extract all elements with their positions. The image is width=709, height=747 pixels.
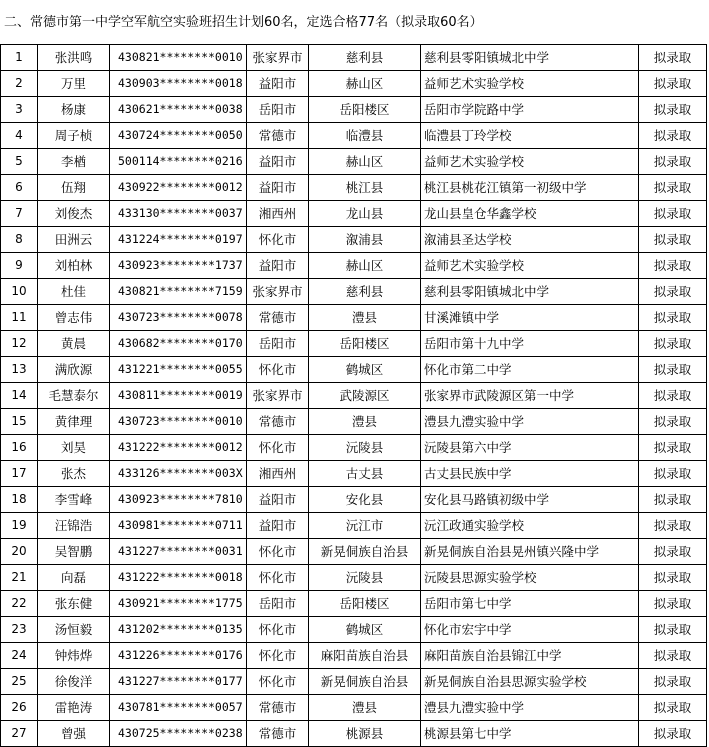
school-cell: 古丈县民族中学 — [421, 461, 639, 487]
school-cell: 慈利县零阳镇城北中学 — [421, 45, 639, 71]
city-cell: 怀化市 — [247, 643, 309, 669]
city-cell: 益阳市 — [247, 513, 309, 539]
county-cell: 澧县 — [309, 695, 421, 721]
admission-status-cell: 拟录取 — [639, 591, 707, 617]
county-cell: 新晃侗族自治县 — [309, 539, 421, 565]
student-name-cell: 杨康 — [38, 97, 110, 123]
row-number-cell: 18 — [1, 487, 38, 513]
row-number-cell: 2 — [1, 71, 38, 97]
school-cell: 怀化市宏宇中学 — [421, 617, 639, 643]
id-number-cell: 431227********0177 — [110, 669, 247, 695]
student-name-cell: 汤恒毅 — [38, 617, 110, 643]
row-number-cell: 14 — [1, 383, 38, 409]
table-row — [1, 539, 707, 565]
student-name-cell: 周子桢 — [38, 123, 110, 149]
student-name-cell: 田洲云 — [38, 227, 110, 253]
table-row — [1, 149, 707, 175]
admission-status-cell: 拟录取 — [639, 175, 707, 201]
county-cell: 桃江县 — [309, 175, 421, 201]
id-number-cell: 431222********0012 — [110, 435, 247, 461]
school-cell: 澧县九澧实验中学 — [421, 695, 639, 721]
school-cell: 麻阳苗族自治县锦江中学 — [421, 643, 639, 669]
school-cell: 沅陵县第六中学 — [421, 435, 639, 461]
id-number-cell: 430921********1775 — [110, 591, 247, 617]
admission-status-cell: 拟录取 — [639, 331, 707, 357]
row-number-cell: 25 — [1, 669, 38, 695]
document-title: 二、常德市第一中学空军航空实验班招生计划60名，定选合格77名（拟录取60名） — [4, 15, 483, 30]
admission-status-cell: 拟录取 — [639, 357, 707, 383]
row-number-cell: 5 — [1, 149, 38, 175]
student-name-cell: 满欣源 — [38, 357, 110, 383]
admission-status-cell: 拟录取 — [639, 71, 707, 97]
county-cell: 赫山区 — [309, 71, 421, 97]
id-number-cell: 430923********1737 — [110, 253, 247, 279]
county-cell: 武陵源区 — [309, 383, 421, 409]
school-cell: 龙山县皇仓华鑫学校 — [421, 201, 639, 227]
school-cell: 临澧县丁玲学校 — [421, 123, 639, 149]
table-row — [1, 591, 707, 617]
county-cell: 麻阳苗族自治县 — [309, 643, 421, 669]
admission-status-cell: 拟录取 — [639, 721, 707, 747]
county-cell: 桃源县 — [309, 721, 421, 747]
admission-status-cell: 拟录取 — [639, 617, 707, 643]
id-number-cell: 431227********0031 — [110, 539, 247, 565]
county-cell: 沅陵县 — [309, 565, 421, 591]
city-cell: 湘西州 — [247, 201, 309, 227]
id-number-cell: 430903********0018 — [110, 71, 247, 97]
id-number-cell: 500114********0216 — [110, 149, 247, 175]
student-name-cell: 徐俊洋 — [38, 669, 110, 695]
student-name-cell: 杜佳 — [38, 279, 110, 305]
county-cell: 沅江市 — [309, 513, 421, 539]
city-cell: 岳阳市 — [247, 97, 309, 123]
school-cell: 怀化市第二中学 — [421, 357, 639, 383]
id-number-cell: 431221********0055 — [110, 357, 247, 383]
admission-status-cell: 拟录取 — [639, 435, 707, 461]
county-cell: 安化县 — [309, 487, 421, 513]
student-name-cell: 黄律理 — [38, 409, 110, 435]
id-number-cell: 430981********0711 — [110, 513, 247, 539]
county-cell: 澧县 — [309, 305, 421, 331]
city-cell: 常德市 — [247, 409, 309, 435]
student-name-cell: 雷艳涛 — [38, 695, 110, 721]
row-number-cell: 16 — [1, 435, 38, 461]
admission-status-cell: 拟录取 — [639, 643, 707, 669]
city-cell: 怀化市 — [247, 565, 309, 591]
city-cell: 张家界市 — [247, 45, 309, 71]
row-number-cell: 27 — [1, 721, 38, 747]
table-row — [1, 435, 707, 461]
city-cell: 怀化市 — [247, 435, 309, 461]
table-row — [1, 383, 707, 409]
id-number-cell: 430821********7159 — [110, 279, 247, 305]
admission-table — [0, 44, 707, 747]
id-number-cell: 430682********0170 — [110, 331, 247, 357]
city-cell: 岳阳市 — [247, 591, 309, 617]
id-number-cell: 430725********0238 — [110, 721, 247, 747]
id-number-cell: 430922********0012 — [110, 175, 247, 201]
admission-status-cell: 拟录取 — [639, 487, 707, 513]
county-cell: 沅陵县 — [309, 435, 421, 461]
id-number-cell: 430621********0038 — [110, 97, 247, 123]
student-name-cell: 张洪鸣 — [38, 45, 110, 71]
table-row — [1, 357, 707, 383]
id-number-cell: 430811********0019 — [110, 383, 247, 409]
id-number-cell: 430723********0078 — [110, 305, 247, 331]
row-number-cell: 10 — [1, 279, 38, 305]
table-row — [1, 513, 707, 539]
student-name-cell: 张东健 — [38, 591, 110, 617]
id-number-cell: 433130********0037 — [110, 201, 247, 227]
admission-status-cell: 拟录取 — [639, 695, 707, 721]
student-name-cell: 刘柏林 — [38, 253, 110, 279]
city-cell: 常德市 — [247, 305, 309, 331]
school-cell: 慈利县零阳镇城北中学 — [421, 279, 639, 305]
row-number-cell: 9 — [1, 253, 38, 279]
city-cell: 怀化市 — [247, 539, 309, 565]
admission-status-cell: 拟录取 — [639, 565, 707, 591]
city-cell: 怀化市 — [247, 227, 309, 253]
city-cell: 常德市 — [247, 721, 309, 747]
admission-status-cell: 拟录取 — [639, 149, 707, 175]
student-name-cell: 李楢 — [38, 149, 110, 175]
row-number-cell: 21 — [1, 565, 38, 591]
id-number-cell: 431226********0176 — [110, 643, 247, 669]
city-cell: 益阳市 — [247, 253, 309, 279]
student-name-cell: 黄晨 — [38, 331, 110, 357]
student-name-cell: 吴智鹏 — [38, 539, 110, 565]
row-number-cell: 13 — [1, 357, 38, 383]
student-name-cell: 张杰 — [38, 461, 110, 487]
row-number-cell: 17 — [1, 461, 38, 487]
table-row — [1, 331, 707, 357]
admission-status-cell: 拟录取 — [639, 461, 707, 487]
school-cell: 益师艺术实验学校 — [421, 71, 639, 97]
admission-status-cell: 拟录取 — [639, 201, 707, 227]
school-cell: 澧县九澧实验中学 — [421, 409, 639, 435]
table-row — [1, 617, 707, 643]
county-cell: 岳阳楼区 — [309, 97, 421, 123]
table-row — [1, 97, 707, 123]
student-name-cell: 刘昊 — [38, 435, 110, 461]
city-cell: 益阳市 — [247, 487, 309, 513]
table-row — [1, 227, 707, 253]
row-number-cell: 12 — [1, 331, 38, 357]
school-cell: 新晃侗族自治县思源实验学校 — [421, 669, 639, 695]
row-number-cell: 3 — [1, 97, 38, 123]
admission-status-cell: 拟录取 — [639, 123, 707, 149]
county-cell: 古丈县 — [309, 461, 421, 487]
city-cell: 怀化市 — [247, 357, 309, 383]
county-cell: 鹤城区 — [309, 357, 421, 383]
city-cell: 常德市 — [247, 695, 309, 721]
city-cell: 益阳市 — [247, 71, 309, 97]
row-number-cell: 4 — [1, 123, 38, 149]
county-cell: 赫山区 — [309, 253, 421, 279]
school-cell: 桃源县第七中学 — [421, 721, 639, 747]
table-row — [1, 253, 707, 279]
row-number-cell: 6 — [1, 175, 38, 201]
county-cell: 慈利县 — [309, 45, 421, 71]
row-number-cell: 7 — [1, 201, 38, 227]
id-number-cell: 431222********0018 — [110, 565, 247, 591]
city-cell: 怀化市 — [247, 617, 309, 643]
admission-status-cell: 拟录取 — [639, 669, 707, 695]
city-cell: 常德市 — [247, 123, 309, 149]
table-row — [1, 305, 707, 331]
row-number-cell: 1 — [1, 45, 38, 71]
admission-status-cell: 拟录取 — [639, 253, 707, 279]
student-name-cell: 伍翔 — [38, 175, 110, 201]
city-cell: 益阳市 — [247, 149, 309, 175]
admission-status-cell: 拟录取 — [639, 227, 707, 253]
id-number-cell: 430923********7810 — [110, 487, 247, 513]
county-cell: 赫山区 — [309, 149, 421, 175]
student-name-cell: 毛慧泰尔 — [38, 383, 110, 409]
table-row — [1, 45, 707, 71]
county-cell: 溆浦县 — [309, 227, 421, 253]
student-name-cell: 汪锦浩 — [38, 513, 110, 539]
student-name-cell: 李雪峰 — [38, 487, 110, 513]
id-number-cell: 431224********0197 — [110, 227, 247, 253]
row-number-cell: 8 — [1, 227, 38, 253]
school-cell: 桃江县桃花江镇第一初级中学 — [421, 175, 639, 201]
row-number-cell: 24 — [1, 643, 38, 669]
student-name-cell: 曾志伟 — [38, 305, 110, 331]
id-number-cell: 430723********0010 — [110, 409, 247, 435]
county-cell: 岳阳楼区 — [309, 331, 421, 357]
city-cell: 益阳市 — [247, 175, 309, 201]
city-cell: 湘西州 — [247, 461, 309, 487]
row-number-cell: 11 — [1, 305, 38, 331]
admission-status-cell: 拟录取 — [639, 513, 707, 539]
row-number-cell: 20 — [1, 539, 38, 565]
table-row — [1, 565, 707, 591]
row-number-cell: 19 — [1, 513, 38, 539]
school-cell: 岳阳市第十九中学 — [421, 331, 639, 357]
admission-status-cell: 拟录取 — [639, 383, 707, 409]
school-cell: 益师艺术实验学校 — [421, 149, 639, 175]
school-cell: 新晃侗族自治县晃州镇兴隆中学 — [421, 539, 639, 565]
county-cell: 鹤城区 — [309, 617, 421, 643]
student-name-cell: 万里 — [38, 71, 110, 97]
school-cell: 益师艺术实验学校 — [421, 253, 639, 279]
table-row — [1, 461, 707, 487]
table-row — [1, 669, 707, 695]
id-number-cell: 433126********003X — [110, 461, 247, 487]
county-cell: 龙山县 — [309, 201, 421, 227]
school-cell: 安化县马路镇初级中学 — [421, 487, 639, 513]
admission-status-cell: 拟录取 — [639, 45, 707, 71]
table-row — [1, 487, 707, 513]
admission-status-cell: 拟录取 — [639, 305, 707, 331]
id-number-cell: 430781********0057 — [110, 695, 247, 721]
student-name-cell: 曾强 — [38, 721, 110, 747]
school-cell: 甘溪滩镇中学 — [421, 305, 639, 331]
school-cell: 沅陵县思源实验学校 — [421, 565, 639, 591]
student-name-cell: 向磊 — [38, 565, 110, 591]
county-cell: 临澧县 — [309, 123, 421, 149]
school-cell: 岳阳市学院路中学 — [421, 97, 639, 123]
id-number-cell: 430821********0010 — [110, 45, 247, 71]
table-row — [1, 175, 707, 201]
row-number-cell: 22 — [1, 591, 38, 617]
student-name-cell: 刘俊杰 — [38, 201, 110, 227]
school-cell: 沅江政通实验学校 — [421, 513, 639, 539]
table-row — [1, 721, 707, 747]
admission-status-cell: 拟录取 — [639, 279, 707, 305]
table-row — [1, 201, 707, 227]
admission-status-cell: 拟录取 — [639, 409, 707, 435]
school-cell: 岳阳市第七中学 — [421, 591, 639, 617]
table-row — [1, 279, 707, 305]
county-cell: 慈利县 — [309, 279, 421, 305]
county-cell: 澧县 — [309, 409, 421, 435]
county-cell: 岳阳楼区 — [309, 591, 421, 617]
table-row — [1, 71, 707, 97]
table-row — [1, 123, 707, 149]
city-cell: 张家界市 — [247, 383, 309, 409]
school-cell: 张家界市武陵源区第一中学 — [421, 383, 639, 409]
row-number-cell: 23 — [1, 617, 38, 643]
admission-status-cell: 拟录取 — [639, 539, 707, 565]
row-number-cell: 26 — [1, 695, 38, 721]
student-name-cell: 钟炜烨 — [38, 643, 110, 669]
table-row — [1, 695, 707, 721]
city-cell: 张家界市 — [247, 279, 309, 305]
id-number-cell: 430724********0050 — [110, 123, 247, 149]
county-cell: 新晃侗族自治县 — [309, 669, 421, 695]
school-cell: 溆浦县圣达学校 — [421, 227, 639, 253]
table-row — [1, 643, 707, 669]
table-row — [1, 409, 707, 435]
city-cell: 岳阳市 — [247, 331, 309, 357]
row-number-cell: 15 — [1, 409, 38, 435]
city-cell: 怀化市 — [247, 669, 309, 695]
admission-status-cell: 拟录取 — [639, 97, 707, 123]
id-number-cell: 431202********0135 — [110, 617, 247, 643]
